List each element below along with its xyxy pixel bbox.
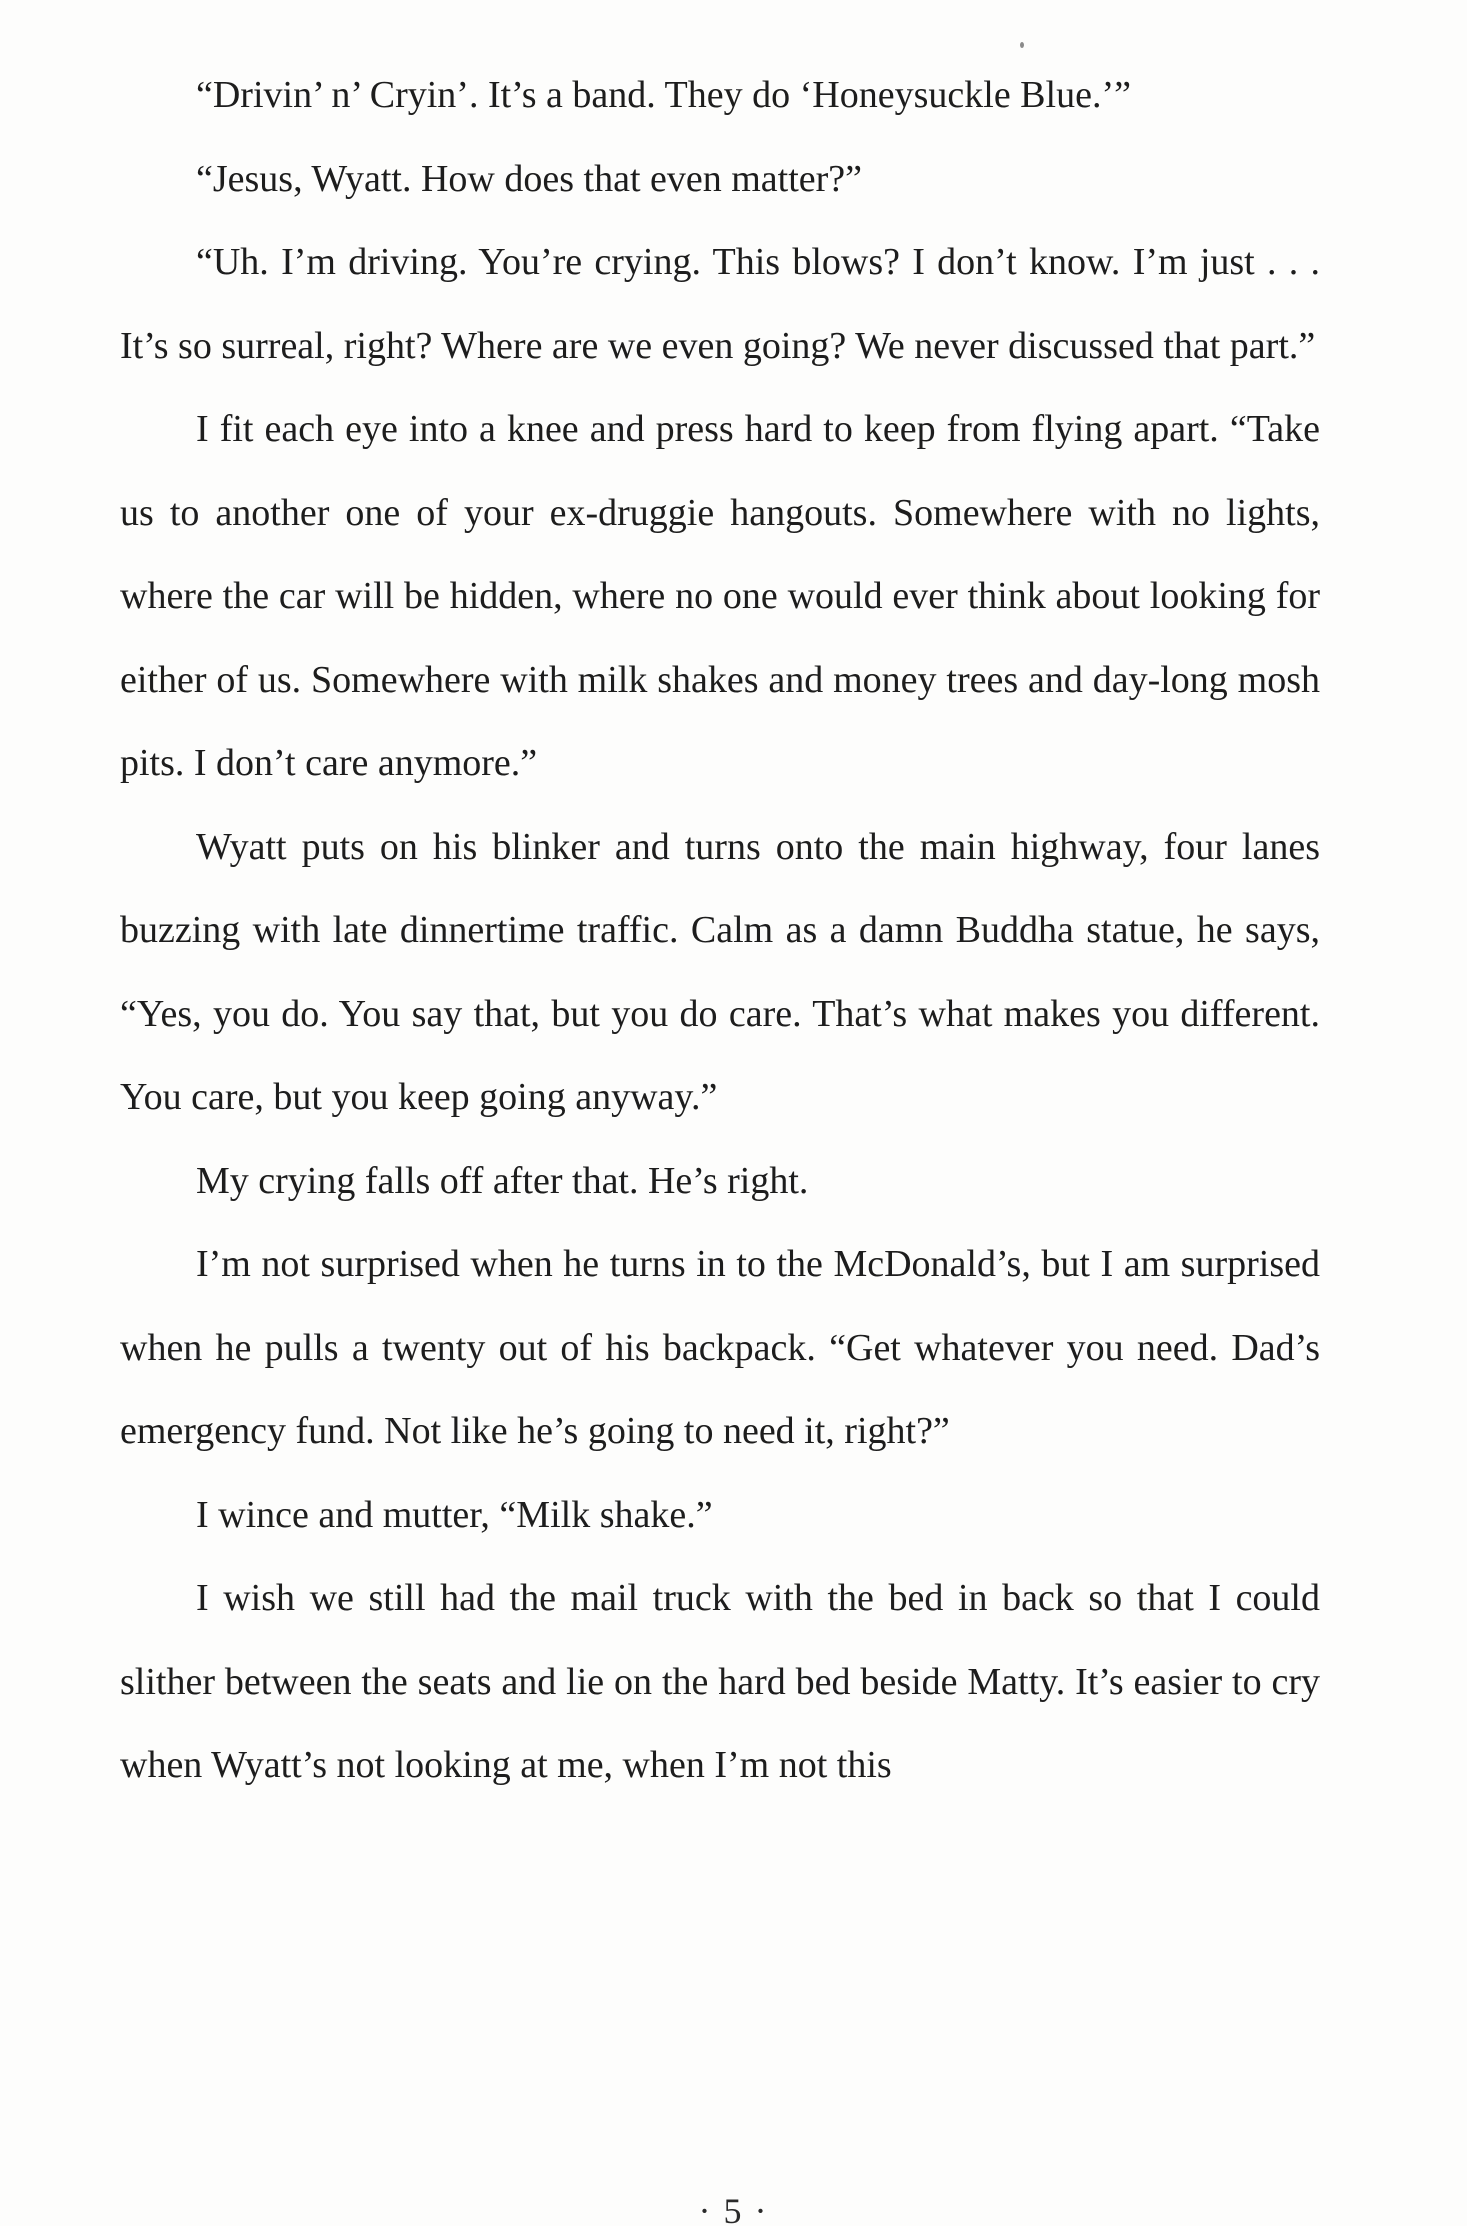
paragraph: “Uh. I’m driving. You’re crying. This blows? I don’t know. I’m just . . . It’s so surreal, right? Where are we even going? We never discussed that part.”	[120, 241, 1320, 367]
body-text	[120, 54, 1320, 1808]
paragraph: Wyatt puts on his blinker and turns onto the main highway, four lanes buzzing with late dinnertime traffic. Calm as a damn Buddha statue, he says, “Yes, you do. You say that, but you do care. That’s what makes you different. You care, but you keep going anyway.”	[120, 825, 1320, 1118]
paragraph: “Drivin’ n’ Cryin’. It’s a band. They do ‘Honeysuckle Blue.’”	[196, 74, 1131, 116]
paragraph: My crying falls off after that. He’s right.	[196, 1159, 809, 1202]
page-speck	[1020, 42, 1024, 48]
paragraph: “Jesus, Wyatt. How does that even matter?”	[196, 157, 863, 200]
paragraph: I wish we still had the mail truck with the bed in back so that I could slither between the seats and lie on the hard bed beside Matty. It’s easier to cry when Wyatt’s not looking at me, when I’m not this	[120, 1577, 1320, 1786]
paragraph: I wince and mutter, “Milk shake.”	[196, 1493, 713, 1536]
paragraph: I’m not surprised when he turns in to the McDonald’s, but I am surprised when he pulls a twenty out of his backpack. “Get whatever you need. Dad’s emergency fund. Not like he’s going to need it, right?”	[120, 1243, 1320, 1452]
paragraph: I fit each eye into a knee and press hard to keep from flying apart. “Take us to another one of your ex-druggie hangouts. Somewhere with no lights, where the car will be hidden, where no one would ever think about looking for either of us. Somewhere with milk shakes and money trees and day-long mosh pits. I don’t care anymore.”	[120, 408, 1320, 784]
page-number: · 5 ·	[698, 2191, 769, 2231]
